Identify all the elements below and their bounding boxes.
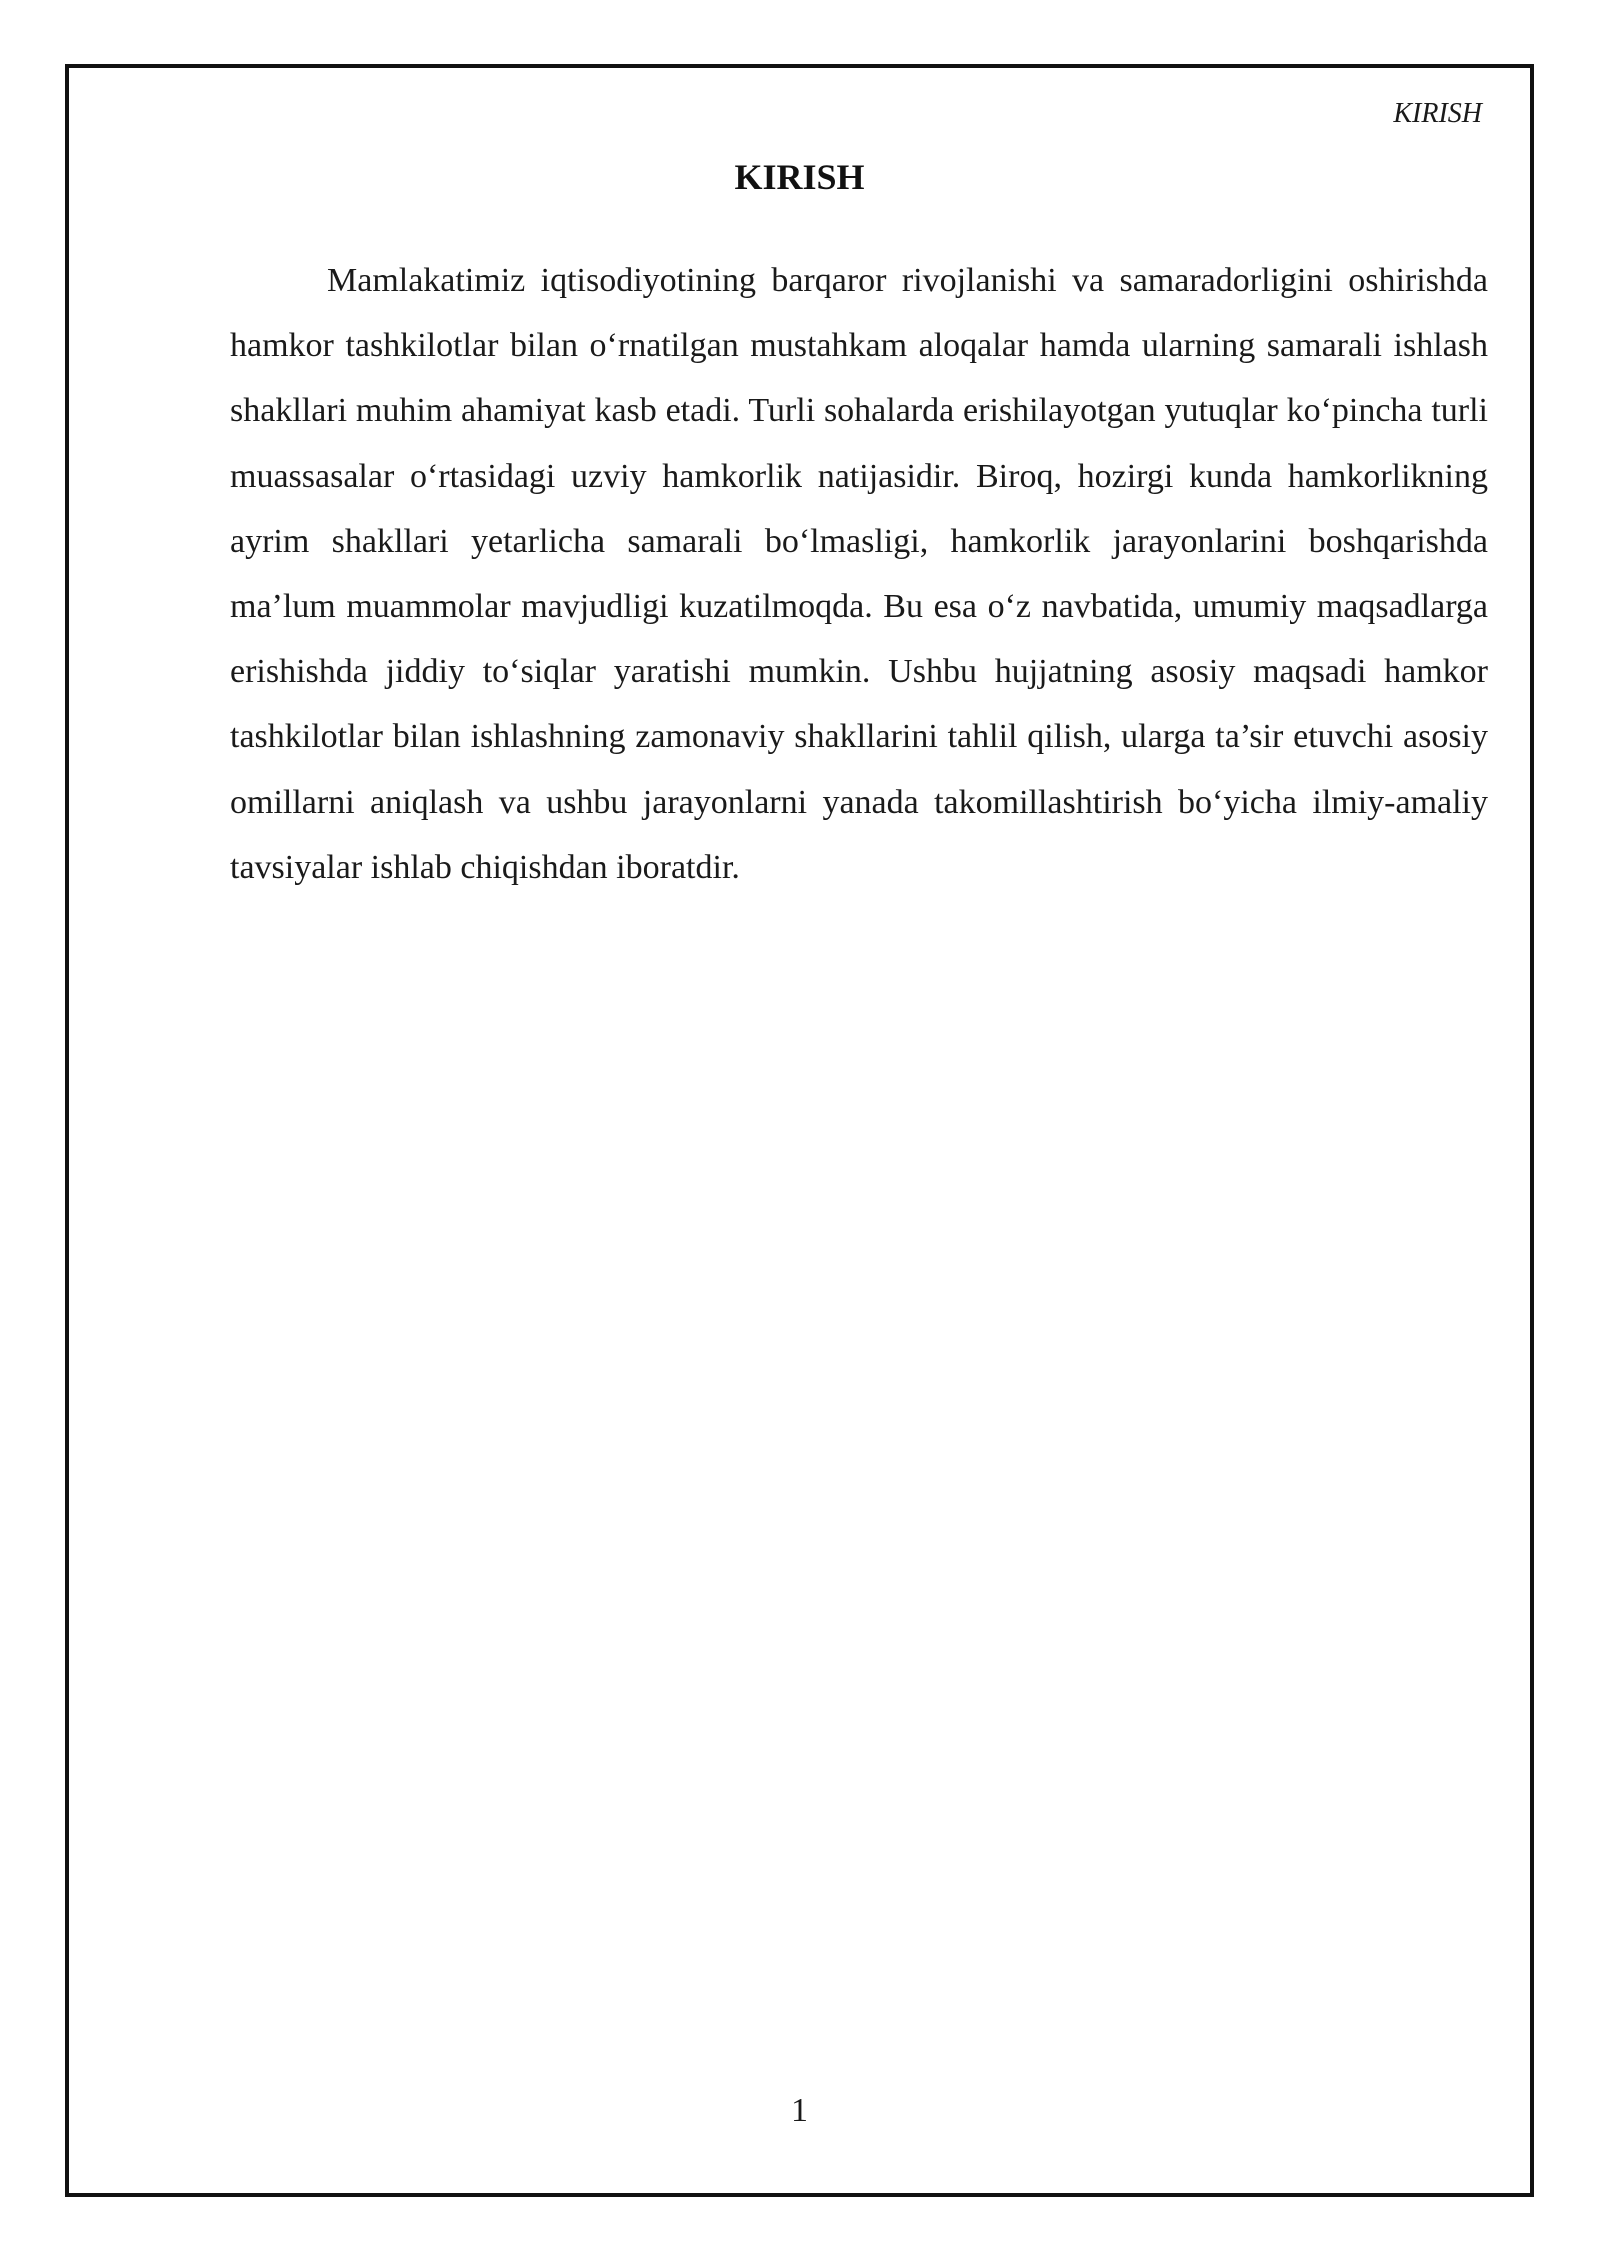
- page-number: 1: [791, 2092, 808, 2129]
- page-frame: [65, 64, 1534, 2197]
- section-title: KIRISH: [734, 157, 865, 197]
- body-paragraph: Mamlakatimiz iqtisodiyotining barqaror rivojlanishi va samaradorligini oshirishda hamkor tashkilotlar bilan o‘rnatilgan mustahkam aloqalar hamda ularning samarali ishlash shakllari muhim ahamiyat kasb etadi. Turli sohalarda erishilayotgan yutuqlar ko‘pincha turli muassasalar o‘rtasidagi uzviy hamkorlik natijasidir. Biroq, hozirgi kunda hamkorlikning ayrim shakllari yetarlicha samarali bo‘lmasligi, hamkorlik jarayonlarini boshqarishda ma’lum muammolar mavjudligi kuzatilmoqda. Bu esa o‘z navbatida, umumiy maqsadlarga erishishda jiddiy to‘siqlar yaratishi mumkin. Ushbu hujjatning asosiy maqsadi hamkor tashkilotlar bilan ishlashning zamonaviy shakllarini tahlil qilish, ularga ta’sir etuvchi asosiy omillarni aniqlash va ushbu jarayonlarni yanada takomillashtirish bo‘yicha ilmiy-amaliy tavsiyalar ishlab chiqishdan iboratdir.: [230, 262, 1488, 886]
- running-header: KIRISH: [1393, 98, 1482, 129]
